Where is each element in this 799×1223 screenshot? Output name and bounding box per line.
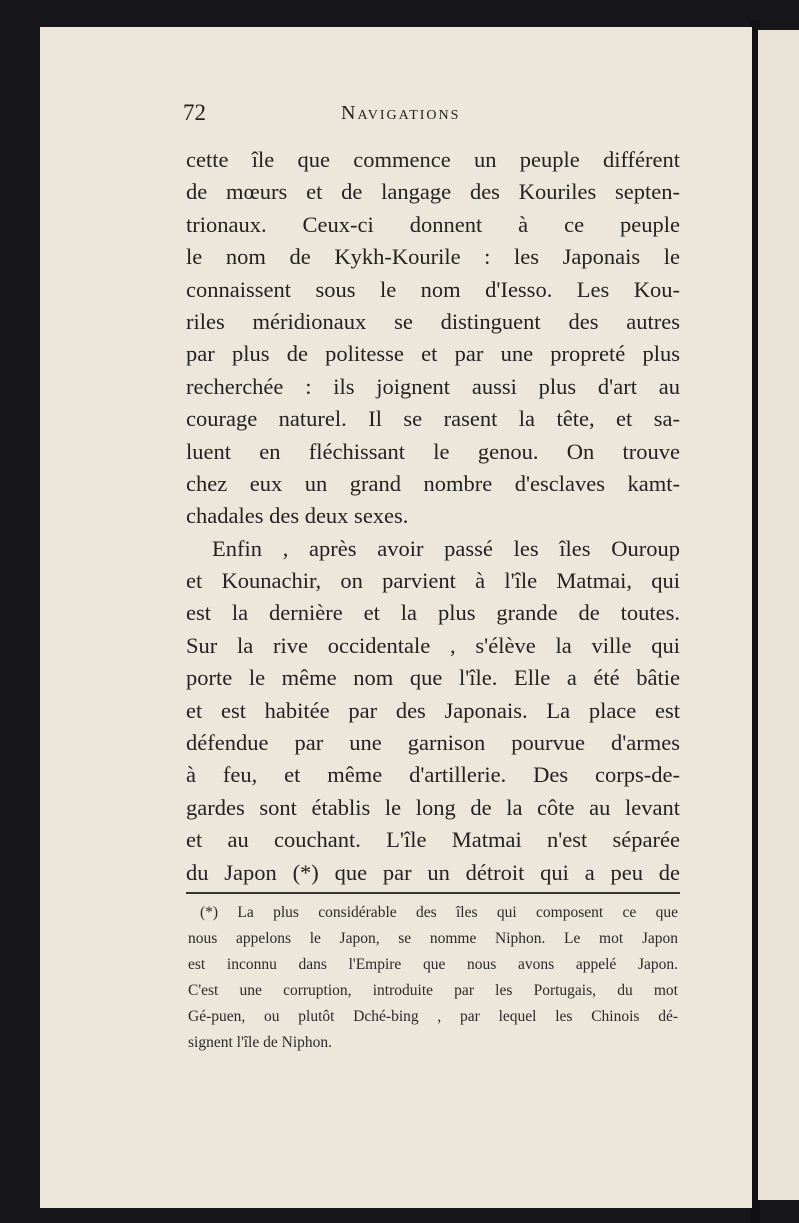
text-line: riles méridionaux se distinguent des autres [186,308,680,334]
text-line: et Kounachir, on parvient à l'île Matmai, qui [186,568,680,594]
text-line: du Japon (*) que par un détroit qui a peu de [186,859,680,885]
text-line: courage naturel. Il se rasent la tête, et sa- [186,406,680,432]
text-line: gardes sont établis le long de la côte au levant [186,794,680,820]
page-number: 72 [183,100,206,125]
text-line: recherchée : ils joignent aussi plus d'art au [186,373,680,399]
text-line: défendue par une garnison pourvue d'armes [186,730,680,756]
text-line: Enfin , après avoir passé les îles Ouroup [212,535,680,561]
text-line: et est habitée par des Japonais. La place est [186,697,680,723]
footnote-line: (*) La plus considérable des îles qui composent ce que [200,904,678,921]
text-line: le nom de Kykh-Kourile : les Japonais le [186,244,680,270]
text-line: est la dernière et la plus grande de toutes. [186,600,680,626]
body-text [186,144,680,889]
footnote-line: C'est une corruption, introduite par les Portugais, du mot [188,982,678,999]
footnote-line: nous appelons le Japon, se nomme Niphon. Le mot Japon [188,930,678,947]
page-header [183,100,523,130]
text-line: à feu, et même d'artillerie. Des corps-de- [186,762,680,788]
footnote-rule [186,892,680,894]
text-line: porte le même nom que l'île. Elle a été bâtie [186,665,680,691]
footnote-line: est inconnu dans l'Empire que nous avons appelé Japon. [188,956,678,973]
text-line: trionaux. Ceux-ci donnent à ce peuple [186,211,680,237]
text-line: cette île que commence un peuple différent [186,147,680,172]
text-line: et au couchant. L'île Matmai n'est séparée [186,827,680,853]
footnote-line: Gé-puen, ou plutôt Dché-bing , par lequel les Chinois dé- [188,1008,678,1025]
text-line: luent en fléchissant le genou. On trouve [186,438,680,464]
footnote [188,900,678,1056]
running-title: Navigations [341,102,461,124]
text-line: Sur la rive occidentale , s'élève la ville qui [186,632,680,658]
text-line: chadales des deux sexes. [186,503,409,529]
footnote-line: signent l'île de Niphon. [188,1034,332,1051]
text-line: par plus de politesse et par une propreté plus [186,341,680,367]
text-line: connaissent sous le nom d'Iesso. Les Kou- [186,276,680,302]
text-line: chez eux un grand nombre d'esclaves kamt- [186,470,680,496]
text-line: de mœurs et de langage des Kouriles septen- [186,179,680,205]
adjacent-page-edge [758,30,799,1200]
